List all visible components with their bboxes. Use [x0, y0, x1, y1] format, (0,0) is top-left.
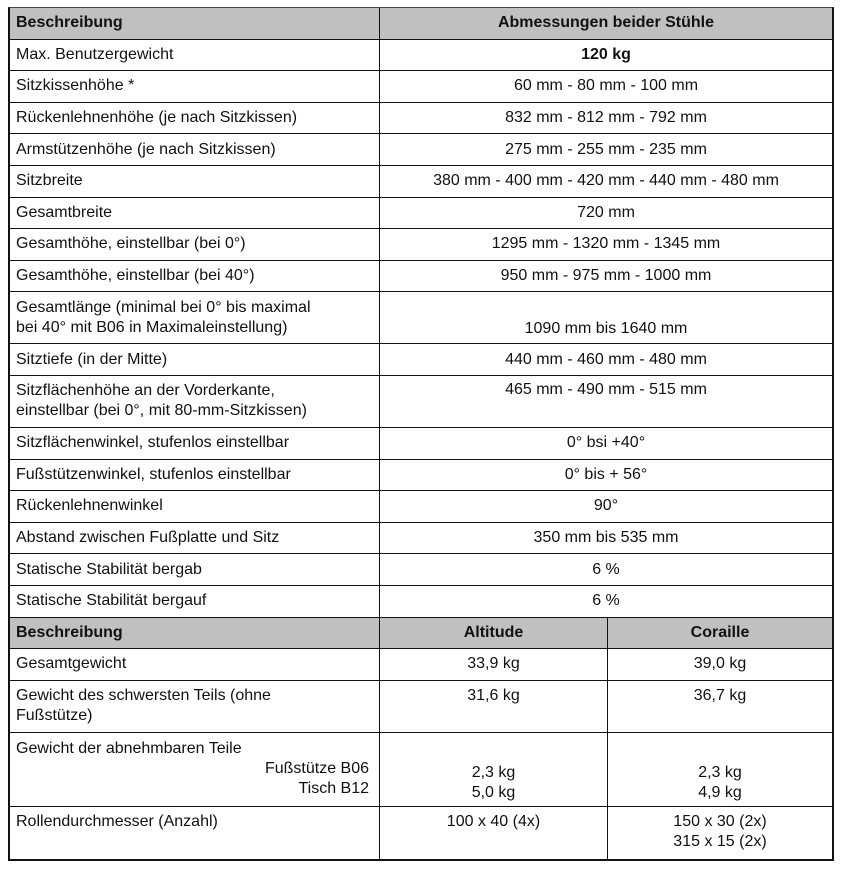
- row-label: Sitzkissenhöhe *: [10, 71, 380, 102]
- altitude-value-text: 100 x 40 (4x): [446, 812, 541, 830]
- row-label: Fußstützenwinkel, stufenlos einstellbar: [10, 460, 380, 491]
- table-row: [10, 229, 832, 261]
- table-row: [10, 103, 832, 135]
- table-row: [10, 292, 832, 344]
- row-label: Abstand zwischen Fußplatte und Sitz: [10, 523, 380, 554]
- row-value: 60 mm - 80 mm - 100 mm: [513, 77, 699, 95]
- table-row: [10, 40, 832, 72]
- coraille-value-text: 4,9 kg: [698, 783, 742, 801]
- row-label-line: Gesamtlänge (minimal bei 0° bis maximal: [16, 298, 311, 316]
- row-label: Max. Benutzergewicht: [10, 40, 380, 71]
- row-value: 120 kg: [581, 45, 631, 63]
- table-header: [10, 8, 832, 40]
- row-label: Gesamthöhe, einstellbar (bei 0°): [10, 229, 380, 260]
- coraille-value: 39,0 kg: [693, 655, 747, 673]
- row-label: [10, 681, 380, 732]
- coraille-value-text: 150 x 30 (2x): [673, 812, 767, 830]
- row-label-line: einstellbar (bei 0°, mit 80-mm-Sitzkissen): [16, 402, 307, 420]
- altitude-value: [380, 733, 608, 806]
- altitude-value: [380, 681, 608, 732]
- row-label: Statische Stabilität bergauf: [10, 586, 380, 617]
- row-label: Rollendurchmesser (Anzahl): [10, 807, 380, 859]
- row-value: 1295 mm - 1320 mm - 1345 mm: [491, 235, 721, 253]
- row-label: Sitzbreite: [10, 166, 380, 197]
- header-description: Beschreibung: [10, 618, 380, 649]
- coraille-value: [608, 733, 832, 806]
- specifications-table: [8, 7, 834, 861]
- table-row: [10, 261, 832, 293]
- row-label: Gesamthöhe, einstellbar (bei 40°): [10, 261, 380, 292]
- row-label: [10, 292, 380, 343]
- row-label-line: bei 40° mit B06 in Maximaleinstellung): [16, 318, 288, 336]
- altitude-value: [380, 807, 608, 859]
- row-label: Statische Stabilität bergab: [10, 554, 380, 585]
- row-value: 380 mm - 400 mm - 420 mm - 440 mm - 480 mm: [433, 172, 779, 190]
- row-value: 950 mm - 975 mm - 1000 mm: [500, 267, 712, 285]
- row-label: Gesamtgewicht: [10, 649, 380, 680]
- table-row: [10, 807, 832, 859]
- row-label-line: Gewicht des schwersten Teils (ohne: [16, 687, 271, 705]
- table-row: [10, 733, 832, 807]
- coraille-value: [608, 807, 832, 859]
- header-description: Beschreibung: [10, 8, 380, 39]
- row-label: Armstützenhöhe (je nach Sitzkissen): [10, 134, 380, 165]
- row-label: Gesamtbreite: [10, 198, 380, 229]
- row-label-line: Sitzflächenhöhe an der Vorderkante,: [16, 382, 275, 400]
- row-value: [380, 376, 832, 427]
- coraille-value-text: 2,3 kg: [698, 763, 742, 781]
- coraille-value-text: 36,7 kg: [693, 686, 747, 704]
- header-coraille: Coraille: [690, 623, 750, 641]
- table-row: [10, 376, 832, 428]
- row-value: 832 mm - 812 mm - 792 mm: [505, 109, 707, 127]
- table-row: [10, 71, 832, 103]
- row-label: Rückenlehnenhöhe (je nach Sitzkissen): [10, 103, 380, 134]
- table-row: [10, 491, 832, 523]
- row-value: 275 mm - 255 mm - 235 mm: [505, 140, 707, 158]
- row-label: Sitztiefe (in der Mitte): [10, 344, 380, 375]
- coraille-value: [608, 681, 832, 732]
- row-value: 720 mm: [577, 203, 635, 221]
- coraille-value-text: 315 x 15 (2x): [673, 832, 767, 850]
- table-row: [10, 649, 832, 681]
- table-row: [10, 166, 832, 198]
- row-label: [10, 733, 380, 806]
- table-row: [10, 554, 832, 586]
- row-label: Sitzflächenwinkel, stufenlos einstellbar: [10, 428, 380, 459]
- row-label-line: Fußstütze): [16, 707, 93, 725]
- row-value: 440 mm - 460 mm - 480 mm: [505, 350, 707, 368]
- row-label: [10, 376, 380, 427]
- row-label: Rückenlehnenwinkel: [10, 491, 380, 522]
- row-value: 6 %: [592, 560, 620, 578]
- table-row: [10, 134, 832, 166]
- row-value: 350 mm bis 535 mm: [533, 529, 679, 547]
- row-value-text: 465 mm - 490 mm - 515 mm: [505, 380, 707, 398]
- altitude-value: 33,9 kg: [380, 649, 608, 680]
- table-row: [10, 586, 832, 618]
- row-value: 6 %: [592, 592, 620, 610]
- row-value: 0° bsi +40°: [566, 434, 646, 452]
- sub-label-footrest: Fußstütze B06: [264, 760, 369, 778]
- row-value: 90°: [593, 497, 619, 515]
- sub-label-table: Tisch B12: [298, 780, 369, 798]
- row-value: 0° bis + 56°: [564, 465, 648, 483]
- table-row: [10, 681, 832, 733]
- table-row: [10, 344, 832, 376]
- table-row: [10, 428, 832, 460]
- row-label-line: Gewicht der abnehmbaren Teile: [16, 740, 242, 758]
- header-altitude: Altitude: [380, 618, 608, 649]
- row-value: [380, 292, 832, 343]
- table-row: [10, 198, 832, 230]
- table-row: [10, 523, 832, 555]
- table-header: [10, 618, 832, 650]
- altitude-value-text: 31,6 kg: [467, 686, 520, 704]
- header-dimensions: Abmessungen beider Stühle: [497, 14, 715, 32]
- table-row: [10, 460, 832, 492]
- row-value-text: 1090 mm bis 1640 mm: [524, 320, 688, 338]
- altitude-value-text: 5,0 kg: [471, 783, 516, 801]
- altitude-value-text: 2,3 kg: [471, 763, 516, 781]
